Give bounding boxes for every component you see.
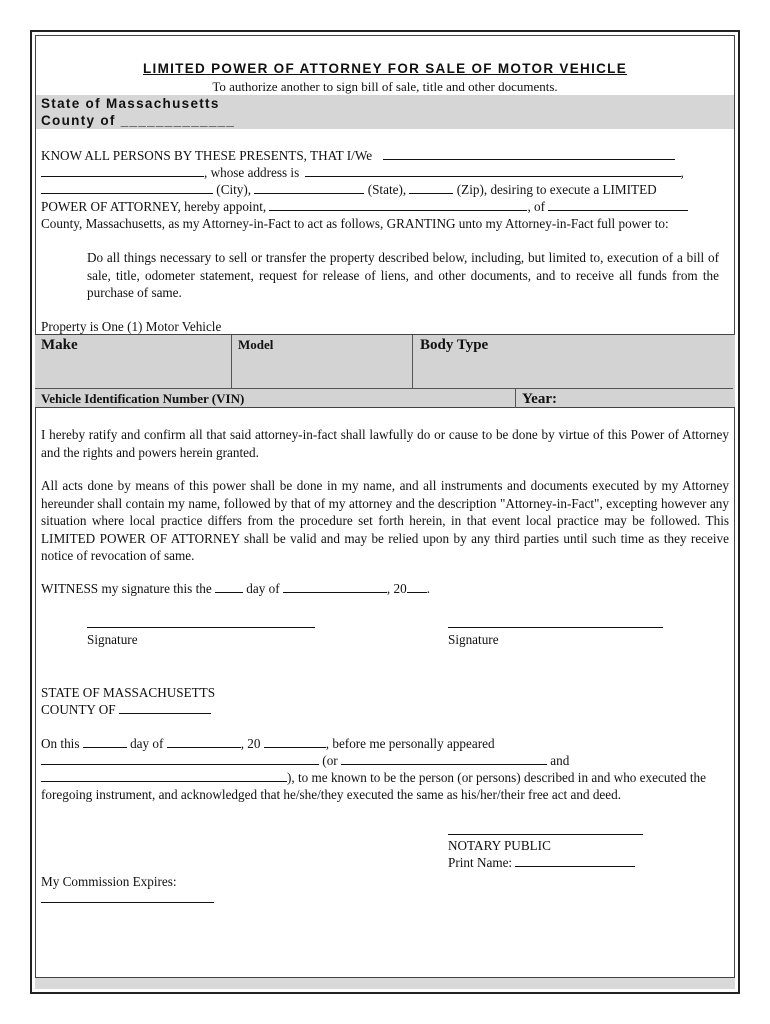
notary-line-3: ), to me known to be the person (or persons) described in and who executed the [41,769,706,786]
signature-label-2: Signature [448,632,499,647]
document-subtitle: To authorize another to sign bill of sale, title and other documents. [212,79,558,94]
commission-expires-field[interactable] [41,902,214,903]
ratify-paragraph: I hereby ratify and confirm all that said attorney-in-fact shall lawfully do or cause to be done by virtue of this Power of Attorney and the rights and powers herein granted. [41,427,729,460]
state-field-label: (State), [367,182,407,197]
model-label: Model [238,337,274,352]
signature-line-1[interactable] [87,627,315,628]
witness-line: WITNESS my signature this the day of , 20 . [41,581,430,596]
commission-label: My Commission Expires: [41,874,177,889]
vin-label: Vehicle Identification Number (VIN) [41,391,245,406]
notary-county-label: COUNTY OF [41,702,116,717]
witness-year-field[interactable] [407,581,427,593]
county-label[interactable]: County of _____________ [41,113,236,128]
intro-line-5: County, Massachusetts, as my Attorney-in-Fact to act as follows, GRANTING unto my Attorney-in-Fact full power to: [41,216,669,231]
document-title: LIMITED POWER OF ATTORNEY FOR SALE OF MOTOR VEHICLE [142,61,628,76]
of-label: , of [527,199,546,214]
signature-line-2[interactable] [448,627,663,628]
whose-address-label: , whose address is [204,165,300,180]
witness-month-field[interactable] [283,581,387,593]
notary-signature-line[interactable] [448,834,643,835]
acts-paragraph: All acts done by means of this power shall be done in my name, and all instruments and documents executed by my Attorney hereunder shall contain my name, followed by that of my attorney and the description "Attorney-in-Fact", excepting however any situation where local practice differs from the procedure set forth herein, in that event local practice may be followed. This LIMITED POWER OF ATTORNEY shall be valid and may be relied upon by any third parties until such time as they receive notice of revocation of same. [41,478,729,563]
body-type-label: Body Type [420,337,489,353]
vehicle-table [35,334,735,408]
print-name-label: Print Name: [448,855,513,870]
notary-month-field[interactable] [167,736,241,748]
attorney-name-field[interactable] [269,199,527,211]
intro-line-4 [41,198,688,215]
state-label: State of Massachusetts [41,96,220,111]
city-field[interactable] [41,182,213,194]
notary-county-line [41,701,211,718]
grantor-name-field[interactable] [383,148,675,160]
state-field[interactable] [254,182,364,194]
appeared-name-field[interactable] [41,753,319,765]
notary-state: STATE OF MASSACHUSETTS [41,685,216,700]
notary-public-label: NOTARY PUBLIC [448,838,551,853]
witness-label: WITNESS my signature this the [41,581,212,596]
attorney-county-field[interactable] [548,199,688,211]
city-label: (City), [216,182,252,197]
zip-field[interactable] [409,182,453,194]
print-name-field[interactable] [515,855,635,867]
property-label: Property is One (1) Motor Vehicle [41,319,222,334]
state-header [36,95,734,129]
intro-line-3 [41,181,657,198]
intro-know-all: KNOW ALL PERSONS BY THESE PRESENTS, THAT I/We [41,148,373,163]
notary-line-2: (or and [41,752,569,769]
appeared-or-field[interactable] [341,753,547,765]
notary-line-1: On this day of , 20 , before me personally appeared [41,736,495,751]
witness-day-of: day of [246,581,280,596]
intro-line-2: , whose address is , [41,164,684,181]
notary-county-field[interactable] [119,702,211,714]
print-name-line [448,854,635,871]
grantor-name-field-2[interactable] [41,165,204,177]
make-label: Make [41,337,78,353]
address-field[interactable] [305,165,681,177]
notary-day-field[interactable] [83,736,127,748]
appeared-and-field[interactable] [41,770,287,782]
witness-twenty: , 20 [386,581,407,596]
appoint-label: POWER OF ATTORNEY, hereby appoint, [41,199,267,214]
notary-year-field[interactable] [264,736,326,748]
zip-label: (Zip), desiring to execute a LIMITED [456,182,657,197]
footer-band [35,977,735,989]
signature-label-1: Signature [87,632,138,647]
notary-line-4: foregoing instrument, and acknowledged that he/she/they executed the same as his/her/their free act and deed. [41,787,622,802]
powers-paragraph: Do all things necessary to sell or transfer the property described below, including, but limited to, execution of a bill of sale, title, odometer statement, request for release of liens, and other documents, and to receive all funds from the purchase of same. [87,250,719,300]
intro-line-1 [41,147,675,164]
witness-day-field[interactable] [215,581,243,593]
year-label: Year: [522,391,557,407]
